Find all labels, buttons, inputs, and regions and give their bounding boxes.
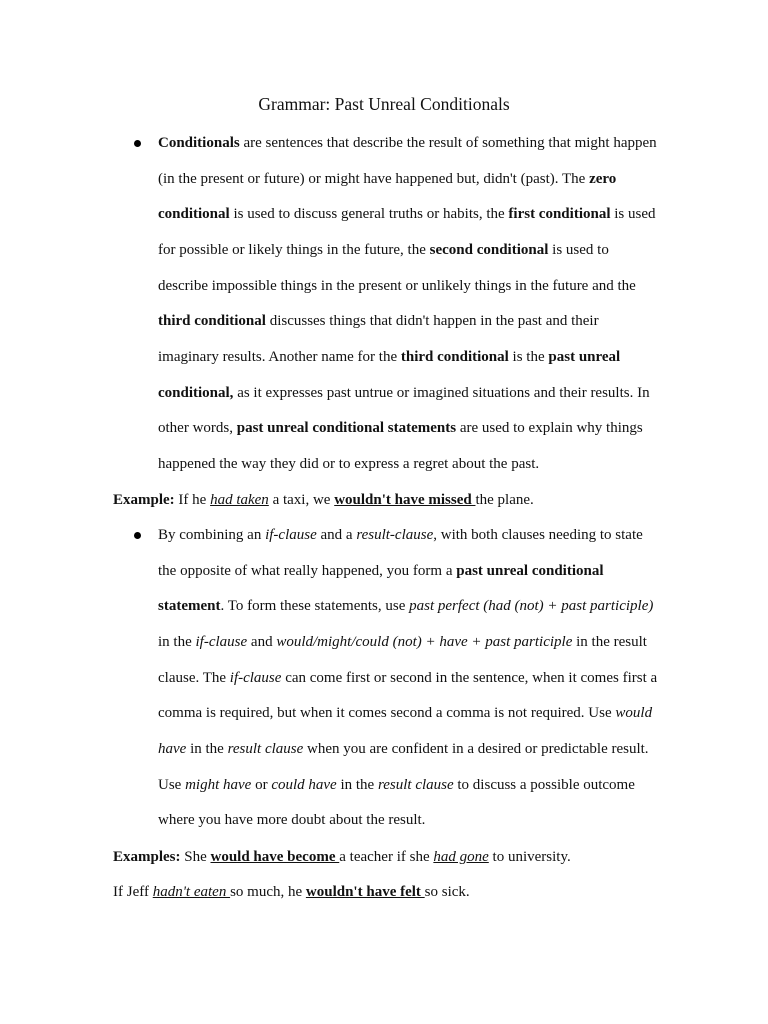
- examples-sentence: Examples: She would have become a teacher if she had gone to university.: [113, 849, 571, 865]
- example-label: Example:: [113, 492, 175, 508]
- examples-label: Examples:: [113, 849, 181, 865]
- form-explanation: By combining an if-clause and a result-clause, with both clauses needing to state the opposite of what really happened, you form a past unreal conditional statement. To form these statements, use past perfect (had (not) + past participle) in the if-clause and would/might/could (not) + have + past participle in the result clause. The if-clause can come first or second in the sentence, when it comes first a comma is required, but when it comes second a comma is not required. Use would have in the result clause when you are confident in a desired or predictable result. Use might have or could have in the result clause to discuss a possible outcome where you have more doubt about the result.: [158, 527, 658, 829]
- bullet-icon: [134, 140, 141, 147]
- bullet-icon: [134, 532, 141, 539]
- document-title: Grammar: Past Unreal Conditionals: [258, 94, 510, 114]
- example-sentence: Example: If he had taken a taxi, we wouldn't have missed the plane.: [113, 492, 534, 508]
- example-sentence-jeff: If Jeff hadn't eaten so much, he wouldn't have felt so sick.: [113, 884, 470, 900]
- conditionals-explanation: Conditionals are sentences that describe the result of something that might happen (in the present or future) or might have happened but, didn't (past). The zero conditional is used to discuss general truths or habits, the first conditional is used for possible or likely things in the future, the second conditional is used to describe impossible things in the present or unlikely things in the future and the third conditional discusses things that didn't happen in the past and their imaginary results. Another name for the third conditional is the past unreal conditional, as it expresses past untrue or imagined situations and their results. In other words, past unreal conditional statements are used to explain why things happened the way they did or to express a regret about the past.: [158, 135, 657, 472]
